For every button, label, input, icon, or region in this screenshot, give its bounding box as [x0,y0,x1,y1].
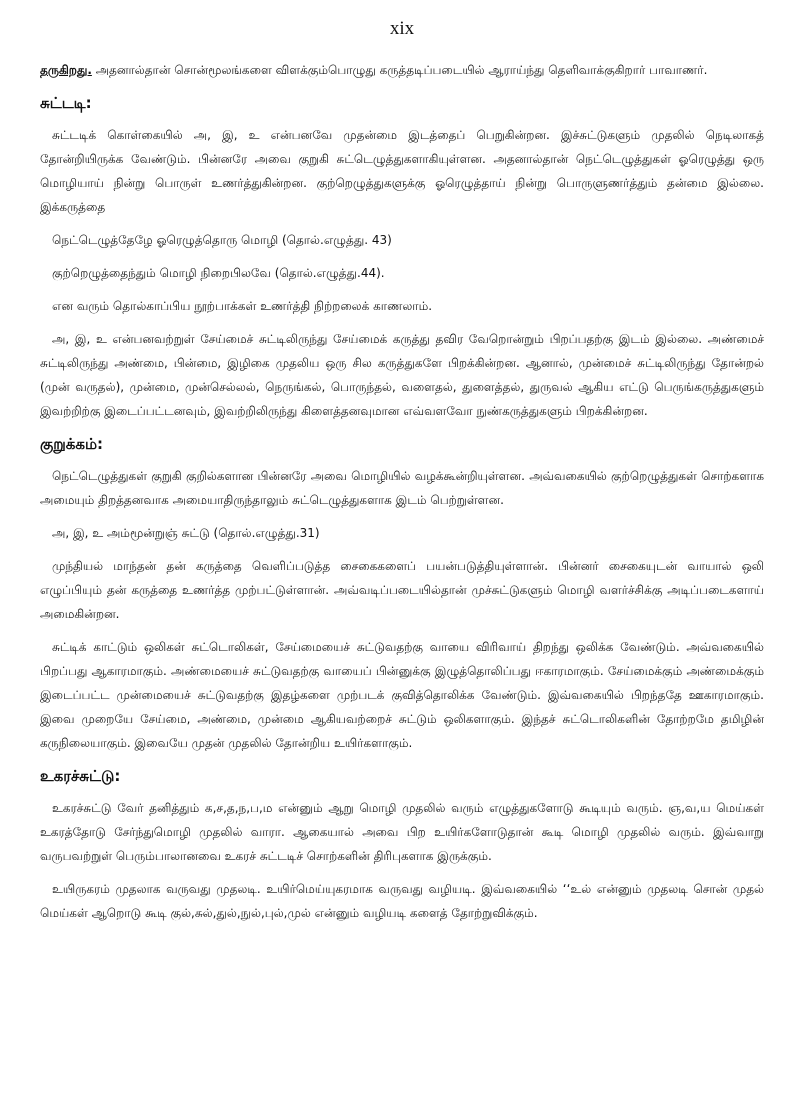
page-number: xix [389,18,415,39]
quote-line: அ, இ, உ அம்மூன்றுஞ் சுட்டு (தொல்.எழுத்து.31) [52,526,320,540]
paragraph: சுட்டடிக் கொள்கையில் அ, இ, உ என்பனவே முதன்மை இடத்தைப் பெறுகின்றன. இச்சுட்டுகளும் முதலில் நெடிலாகத் தோன்றியிருக்க வேண்டும். பின்னரே அவை குறுகி சுட்டெழுத்துகளாகியுள்ளன. அதனால்தான் நெட்டெழுத்துகள் ஓரெழுத்து ஒரு மொழியாய் நின்று பொருள் உணர்த்துகின்றன. குற்றெழுத்துகளுக்கு ஓரெழுத்தாய் நின்று பொருளுணர்த்தும் தன்மை இல்லை. இக்கருத்தை [40,128,764,214]
intro-paragraph [40,58,764,82]
quote-line: நெட்டெழுத்தேழே ஓரெழுத்தொரு மொழி (தொல்.எழுத்து. 43) [52,233,392,247]
paragraph: உயிருகரம் முதலாக வருவது முதலடி. உயிர்மெய்யுகரமாக வருவது வழியடி. இவ்வகையில் ‘‘உல் என்னும் முதலடி சொன் முதல் மெய்கள் ஆறொடு கூடி குல்,சுல்,துல்,நுல்,புல்,முல் என்னும் வழியடி களைத் தோற்றுவிக்கும். [40,882,764,920]
section-heading-ukarachuttu: உகரச்சுட்டு: [40,767,121,785]
paragraph: சுட்டிக் காட்டும் ஒலிகள் சுட்டொலிகள், சேய்மையைச் சுட்டுவதற்கு வாயை விரிவாய் திறந்து ஒலிக்க வேண்டும். அவ்வகையில் பிறப்பது ஆகாரமாகும். அண்மையைச் சுட்டுவதற்கு வாயைப் பின்னுக்கு இழுத்தொலிப்பது ஈகாரமாகும். சேய்மைக்கும் அண்மைக்கும் இடைப்பட்ட முன்மையைச் சுட்டுவதற்கு இதழ்களை முற்படக் குவித்தொலிக்க வேண்டும். இவ்வகையில் பிறந்ததே ஊகாரமாகும். இவை முறையே சேய்மை, அண்மை, முன்மை ஆகியவற்றைச் சுட்டும் ஒலிகளாகும். இந்தச் சுட்டொலிகளின் தோற்றமே தமிழின் கருநிலையாகும். இவையே முதன் முதலில் தோன்றிய உயிர்களாகும். [40,640,764,750]
intro-lead-word: தருகிறது. [40,63,92,77]
quote-line: குற்றெழுத்தைந்தும் மொழி நிறைபிலவே (தொல்.எழுத்து.44). [52,266,385,280]
paragraph: நெட்டெழுத்துகள் குறுகி குறில்களான பின்னரே அவை மொழியில் வழக்கூன்றியுள்ளன. அவ்வகையில் குற்றெழுத்துகள் சொற்களாக அமையும் திறத்தனவாக அமையாதிருந்தாலும் சுட்டெழுத்துகளாக இடம் பெற்றுள்ளன. [40,469,764,507]
intro-text: அதனால்தான் சொன்மூலங்களை விளக்கும்பொழுது கருத்தடிப்படையில் ஆராய்ந்து தெளிவாக்குகிறார் பாவாணர். [91,63,708,77]
section-heading-kurukkam: குறுக்கம்: [40,435,104,453]
document-page [40,18,764,934]
paragraph: உகரச்சுட்டு வேர் தனித்தும் க,ச,த,ந,ப,ம என்னும் ஆறு மொழி முதலில் வரும் எழுத்துகளோடு கூடியும் வரும். ஞ,வ,ய மெய்கள் உகரத்தோடு சேர்ந்துமொழி முதலில் வாரா. ஆகையால் அவை பிற உயிர்களோடுதான் கூடி மொழி முதலில் வரும். இவ்வாறு வருபவற்றுள் பெரும்பாலானவை உகரச் சுட்டடிச் சொற்களின் திரிபுகளாக இருக்கும். [40,801,764,863]
paragraph: முந்தியல் மாந்தன் தன் கருத்தை வெளிப்படுத்த சைகைகளைப் பயன்படுத்தியுள்ளான். பின்னர் சைகையுடன் வாயால் ஒலி எழுப்பியும் தன் கருத்தை உணர்த்த முற்பட்டுள்ளான். அவ்வடிப்படையில்தான் முச்சுட்டுகளும் மொழி வளர்ச்சிக்கு அடிப்படைகளாய் அமைகின்றன. [40,559,764,621]
section-heading-suttadi: சுட்டடி: [40,94,92,112]
quote-line: என வரும் தொல்காப்பிய நூற்பாக்கள் உணர்த்தி நிற்றலைக் காணலாம். [52,299,433,313]
paragraph: அ, இ, உ என்பனவற்றுள் சேய்மைச் சுட்டிலிருந்து சேய்மைக் கருத்து தவிர வேறொன்றும் பிறப்பதற்கு இடம் இல்லை. அண்மைச் சுட்டிலிருந்து அண்மை, பின்மை, இழிகை முதலிய ஒரு சில கருத்துகளே பிறக்கின்றன. ஆனால், முன்மைச் சுட்டிலிருந்து தோன்றல் (முன் வருதல்), முன்மை, முன்செல்லல், நெருங்கல், பொருந்தல், வளைதல், துளைத்தல், துருவல் ஆகிய எட்டு பெருங்கருத்துகளும் இவற்றிற்கு இடைப்பட்டனவும், இவற்றிலிருந்து கிளைத்தனவுமான எவ்வளவோ நுண்கருத்துகளும் பிறக்கின்றன. [40,332,764,418]
